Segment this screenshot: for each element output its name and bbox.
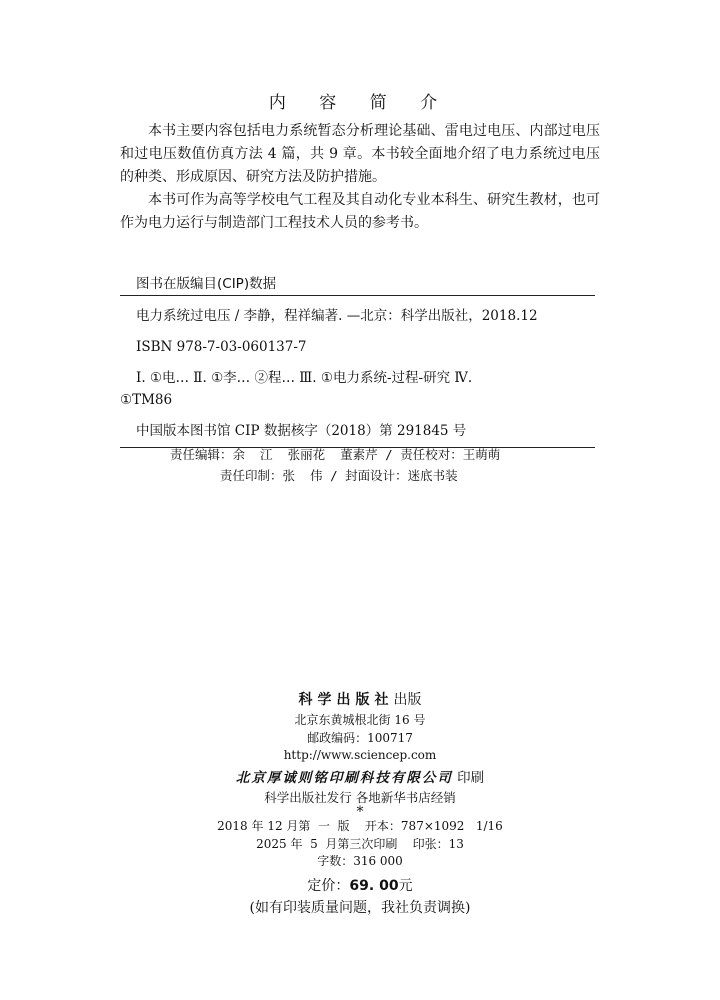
price-label: 定价： (307, 877, 350, 894)
separator-star: * (356, 804, 364, 820)
edition-line-2: 2025 年 5 月第三次印刷 印张：13 (256, 836, 464, 851)
postcode: 邮政编码：100717 (307, 730, 413, 745)
printer-suffix: 印刷 (457, 769, 485, 786)
word-count: 字数：316 000 (317, 854, 403, 868)
edition-line-1: 2018 年 12 月第 一 版 开本：787×1092 1/16 (217, 819, 503, 833)
cip-classification-cont: ①TM86 (120, 392, 173, 408)
price-unit: 元 (398, 877, 413, 894)
summary-paragraph: 本书可作为高等学校电气工程及其自动化专业本科生、研究生教材，也可作为电力运行与制造部门工程技术人员的参考书。 (120, 192, 600, 231)
printer-name: 北京厚诚则铭印刷科技有限公司 (235, 769, 453, 786)
cip-classification: Ⅰ. ①电… Ⅱ. ①李… ②程… Ⅲ. ①电力系统-过程-研究 Ⅳ. (136, 370, 473, 386)
cip-isbn: ISBN 978-7-03-060137-7 (136, 339, 307, 355)
cip-block (120, 270, 595, 448)
cip-title-line: 电力系统过电压 / 李静，程祥编著. —北京：科学出版社，2018.12 (136, 308, 538, 324)
price-value: 69. 00 (349, 877, 399, 894)
publisher-line (0, 688, 720, 712)
cip-number: 中国版本图书馆 CIP 数据核字（2018）第 291845 号 (136, 423, 467, 439)
colophon (0, 688, 720, 918)
summary-paragraph: 本书主要内容包括电力系统暂态分析理论基础、雷电过电压、内部过电压和过电压数值仿真方法 4 篇，共 9 章。本书较全面地介绍了电力系统过电压的种类、形成原因、研究方法及防护措施。 (120, 123, 600, 185)
quality-note: (如有印装质量问题，我社负责调换) (249, 899, 471, 916)
distribution: 科学出版社发行 各地新华书店经销 (264, 789, 456, 805)
publisher-name: 科学出版社 (298, 692, 394, 708)
summary-section (120, 120, 600, 235)
page-title: 内 容 简 介 (268, 93, 452, 113)
editor-credits: 责任编辑：余 江 张丽花 董素芹 / 责任校对：王萌萌 (170, 447, 501, 462)
cip-header: 图书在版编目(CIP)数据 (136, 276, 277, 292)
publisher-address: 北京东黄城根北街 16 号 (294, 713, 426, 727)
publisher-suffix: 出版 (393, 692, 422, 708)
price-line (0, 875, 720, 898)
publisher-url: http://www.sciencep.com (283, 748, 437, 762)
printer-line (0, 767, 720, 789)
production-credits: 责任印制：张 伟 / 封面设计：迷底书装 (220, 468, 458, 483)
